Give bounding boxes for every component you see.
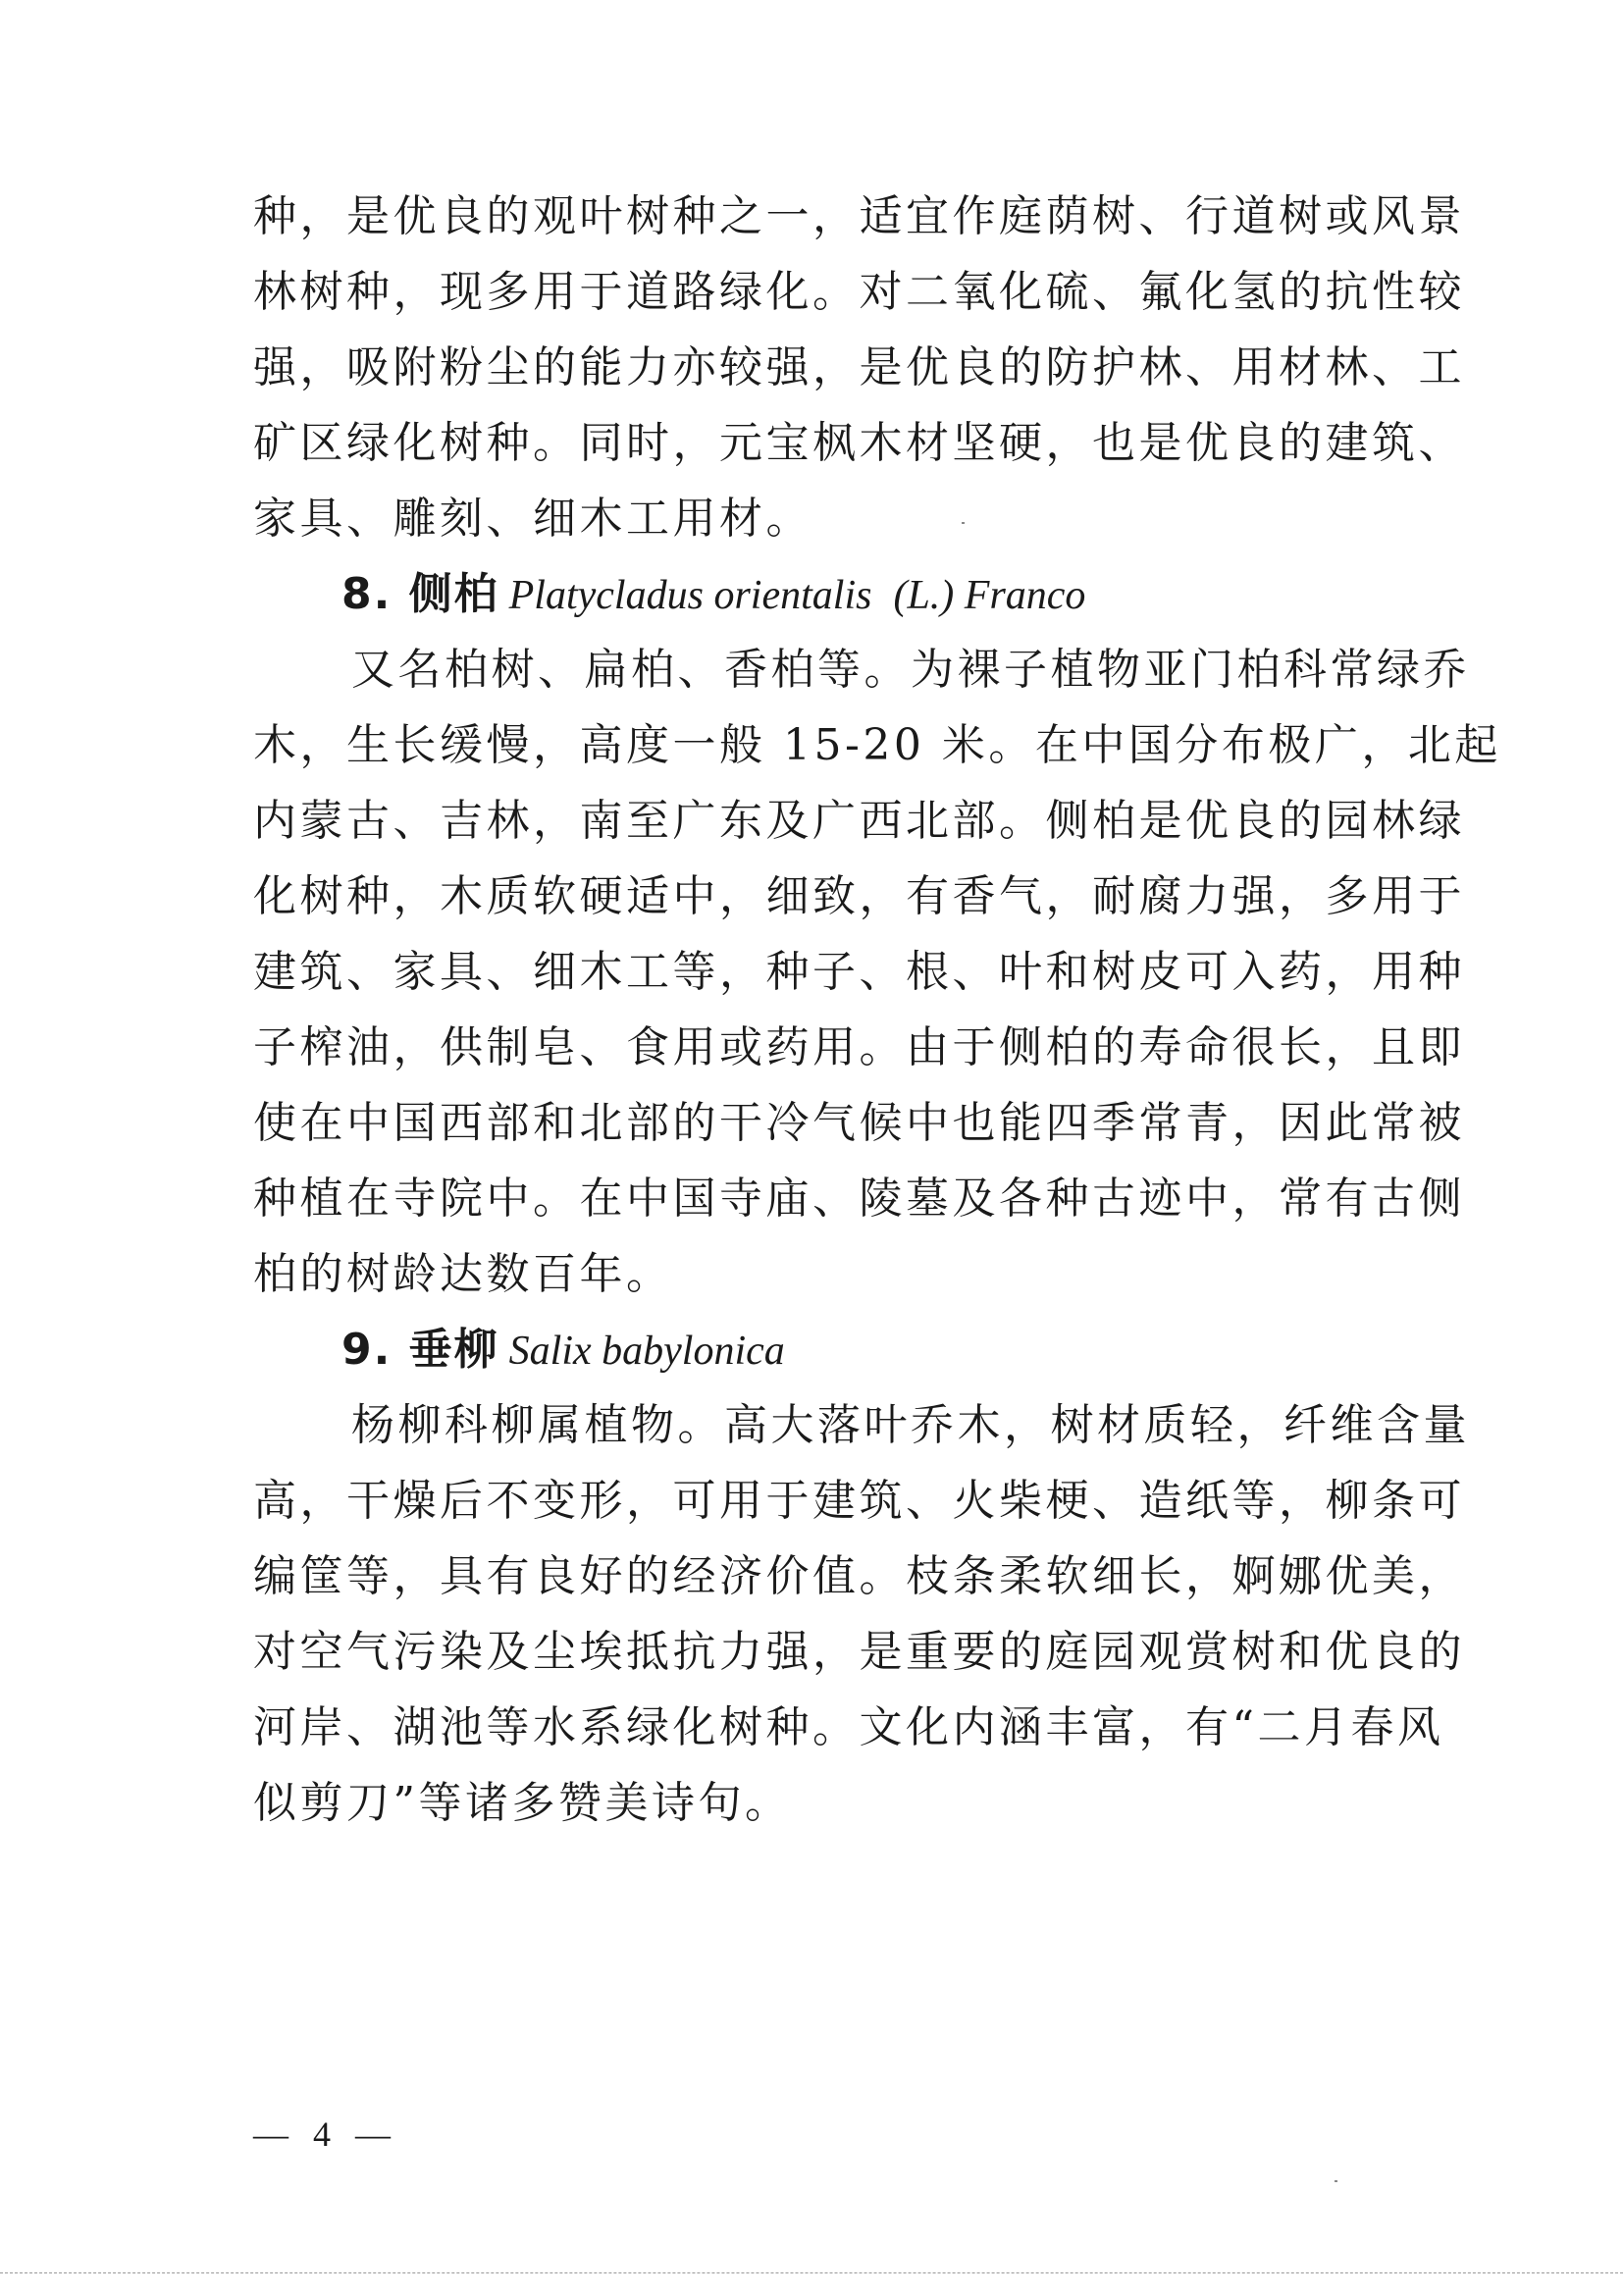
- scan-edge-line: [0, 2272, 1623, 2273]
- heading-title: 8. 侧柏: [341, 569, 499, 619]
- heading-author: (L.) Franco: [893, 573, 1086, 618]
- paragraph-line: 柏的树龄达数百年。: [253, 1249, 673, 1299]
- paragraph-line: 种，是优良的观叶树种之一，适宜作庭荫树、行道树或风景: [253, 191, 1465, 241]
- paragraph-line: 使在中国西部和北部的干冷气候中也能四季常青，因此常被: [253, 1098, 1465, 1148]
- paragraph-line: 林树种，现多用于道路绿化。对二氧化硫、氟化氢的抗性较: [253, 267, 1465, 317]
- paragraph-line: 子榨油，供制皂、食用或药用。由于侧柏的寿命很长，且即: [253, 1022, 1465, 1072]
- scan-speck: [962, 522, 965, 524]
- paragraph-line: 又名柏树、扁柏、香柏等。为裸子植物亚门柏科常绿乔: [351, 645, 1470, 695]
- paragraph-line: 对空气污染及尘埃抵抗力强，是重要的庭园观赏树和优良的: [253, 1627, 1465, 1677]
- section-heading-8: [253, 556, 1387, 632]
- paragraph-line: 编筐等，具有良好的经济价值。枝条柔软细长，婀娜优美，: [253, 1551, 1465, 1601]
- section-heading-9: [253, 1312, 1387, 1387]
- paragraph-line: 家具、雕刻、细木工用材。: [253, 494, 812, 544]
- scan-speck: [1335, 2180, 1337, 2182]
- heading-latin-name: Platycladus orientalis: [508, 573, 872, 618]
- paragraph-line: 种植在寺院中。在中国寺庙、陵墓及各种古迹中，常有古侧: [253, 1174, 1465, 1224]
- paragraph-line: 似剪刀”等诸多赞美诗句。: [253, 1778, 792, 1828]
- paragraph-line: 建筑、家具、细木工等，种子、根、叶和树皮可入药，用种: [253, 947, 1465, 997]
- paragraph-line: 杨柳科柳属植物。高大落叶乔木，树材质轻，纤维含量: [351, 1400, 1470, 1450]
- paragraph-line: 化树种，木质软硬适中，细致，有香气，耐腐力强，多用于: [253, 871, 1465, 921]
- paragraph-line: 木，生长缓慢，高度一般 15-20 米。在中国分布极广，北起: [253, 720, 1501, 770]
- paragraph-line: 强，吸附粉尘的能力亦较强，是优良的防护林、用材林、工: [253, 342, 1465, 392]
- paragraph-line: 河岸、湖池等水系绿化树种。文化内涵丰富，有“二月春风: [253, 1702, 1444, 1752]
- paragraph-line: 矿区绿化树种。同时，元宝枫木材坚硬，也是优良的建筑、: [253, 418, 1465, 468]
- paragraph-line: 高，干燥后不变形，可用于建筑、火柴梗、造纸等，柳条可: [253, 1476, 1465, 1526]
- document-body: [253, 179, 1501, 1841]
- page-number: — 4 —: [253, 2114, 398, 2154]
- heading-latin-name: Salix babylonica: [508, 1329, 785, 1374]
- paragraph-line: 内蒙古、吉林，南至广东及广西北部。侧柏是优良的园林绿: [253, 796, 1465, 846]
- heading-title: 9. 垂柳: [341, 1325, 499, 1375]
